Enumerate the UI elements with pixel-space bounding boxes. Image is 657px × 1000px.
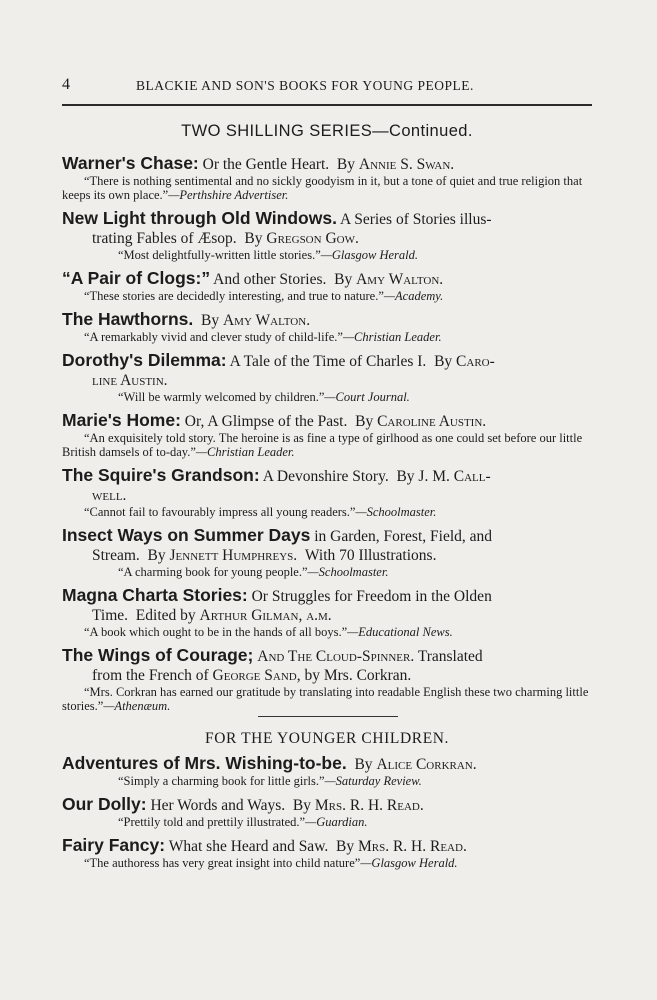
by-label: By — [355, 413, 374, 430]
review-source: —Athenæum. — [103, 699, 171, 713]
review-quote: “There is nothing sentimental and no sickly goodyism in it, but a tone of quiet and true religion that keeps its own place.” — [62, 174, 583, 202]
review — [62, 390, 590, 404]
entry-heading — [62, 526, 590, 546]
review-quote: “Will be warmly welcomed by children.” — [118, 390, 325, 404]
review-source: —Schoolmaster. — [307, 565, 389, 579]
by-label: By — [244, 230, 263, 247]
by-label: By — [336, 156, 356, 173]
book-subtitle: A Devonshire Story. — [262, 468, 389, 485]
author-continuation: well. — [92, 487, 127, 504]
book-subtitle: Or the Gentle Heart. — [202, 156, 330, 173]
book-title: Warner's Chase: — [62, 153, 199, 173]
book-subtitle-second-title: And The Cloud-Spinner. — [257, 648, 415, 665]
book-author: Caroline Austin. — [377, 413, 487, 430]
review-source: —Christian Leader. — [195, 445, 295, 459]
book-entry — [62, 646, 590, 713]
review-quote: “Most delightfully-written little stories.” — [118, 248, 321, 262]
running-title: BLACKIE AND SON'S BOOKS FOR YOUNG PEOPLE. — [136, 78, 474, 93]
entry-heading — [62, 586, 590, 606]
by-label: By — [336, 838, 355, 855]
book-entry — [62, 836, 590, 870]
entry-continuation — [62, 371, 590, 390]
entry-continuation — [62, 229, 590, 248]
review-source: —Court Journal. — [324, 390, 410, 404]
review — [62, 289, 590, 303]
entry-heading — [62, 209, 590, 229]
book-entry — [62, 351, 590, 404]
review — [62, 856, 590, 870]
book-author: Mrs. R. H. Read. — [314, 797, 424, 814]
book-title: “A Pair of Clogs:” — [62, 268, 211, 288]
review — [62, 815, 590, 829]
review-source: —Christian Leader. — [342, 330, 442, 344]
subtitle-continuation: Time. — [92, 607, 129, 624]
translator-note: by Mrs. Corkran. — [304, 667, 412, 684]
book-entry — [62, 795, 590, 829]
entry-continuation — [62, 486, 590, 505]
book-title: The Hawthorns. — [62, 309, 194, 329]
book-author: Jennett Humphreys. — [169, 547, 298, 564]
book-title: The Squire's Grandson: — [62, 465, 260, 485]
book-author: Alice Corkran. — [376, 756, 477, 773]
entry-heading — [62, 351, 590, 371]
review-source: —Perthshire Advertiser. — [168, 188, 289, 202]
section-divider — [258, 716, 398, 717]
entry-heading — [62, 754, 590, 774]
book-title: Insect Ways on Summer Days — [62, 525, 311, 545]
book-author: Amy Walton. — [356, 271, 444, 288]
review-source: —Saturday Review. — [324, 774, 422, 788]
book-author: Mrs. R. H. Read. — [357, 838, 467, 855]
by-label: By — [434, 353, 453, 370]
book-title: Marie's Home: — [62, 410, 181, 430]
entry-heading — [62, 154, 590, 174]
review — [62, 685, 590, 713]
review-source: —Educational News. — [347, 625, 453, 639]
by-label: By — [396, 468, 415, 485]
book-author: Amy Walton. — [222, 312, 311, 329]
book-entry — [62, 526, 590, 579]
review — [62, 431, 590, 459]
entry-heading — [62, 411, 590, 431]
two-shilling-list — [62, 154, 590, 720]
entry-heading — [62, 795, 590, 815]
book-subtitle: Translated — [417, 648, 483, 665]
subtitle-continuation: from the French of — [92, 667, 209, 684]
book-subtitle: And other Stories. — [213, 271, 327, 288]
book-title: Adventures of Mrs. Wishing-to-be. — [62, 753, 347, 773]
younger-section-title: FOR THE YOUNGER CHILDREN. — [204, 730, 450, 747]
entry-heading — [62, 269, 590, 289]
younger-list — [62, 754, 590, 877]
by-label: By — [292, 797, 311, 814]
book-entry — [62, 154, 590, 202]
book-subtitle: Or, A Glimpse of the Past. — [184, 413, 348, 430]
review-source: —Glasgow Herald. — [320, 248, 418, 262]
review-quote: “A charming book for young people.” — [118, 565, 308, 579]
book-subtitle: Her Words and Ways. — [150, 797, 286, 814]
book-title: Our Dolly: — [62, 794, 147, 814]
entry-continuation — [62, 606, 590, 625]
entry-heading — [62, 466, 590, 486]
book-author: J. M. Call- — [418, 468, 491, 485]
book-author: Annie S. Swan. — [358, 156, 455, 173]
book-author: Gregson Gow. — [266, 230, 359, 247]
by-label: By — [201, 312, 220, 329]
review-source: —Glasgow Herald. — [360, 856, 458, 870]
subtitle-continuation: trating Fables of Æsop. — [92, 230, 237, 247]
book-title: Magna Charta Stories: — [62, 585, 248, 605]
book-author: Arthur Gilman, a.m. — [199, 607, 332, 624]
book-entry — [62, 269, 590, 303]
entry-heading — [62, 310, 590, 330]
review-quote: “These stories are decidedly interesting, and true to nature.” — [84, 289, 384, 303]
review — [62, 565, 590, 579]
review — [62, 174, 590, 202]
review-quote: “Prettily told and prettily illustrated.” — [118, 815, 306, 829]
review-quote: “Cannot fail to favourably impress all young readers.” — [84, 505, 356, 519]
page-number: 4 — [62, 76, 71, 93]
book-title: Dorothy's Dilemma: — [62, 350, 227, 370]
review — [62, 505, 590, 519]
book-subtitle: What she Heard and Saw. — [168, 838, 329, 855]
book-title: The Wings of Courage; — [62, 645, 254, 665]
book-entry — [62, 411, 590, 459]
entry-heading — [62, 646, 590, 666]
review-quote: “A remarkably vivid and clever study of child-life.” — [84, 330, 343, 344]
review-source: —Academy. — [383, 289, 444, 303]
illustrations-note: With 70 Illustrations. — [304, 547, 437, 564]
review-quote: “The authoress has very great insight into child nature” — [84, 856, 361, 870]
book-entry — [62, 754, 590, 788]
review-quote: “Mrs. Corkran has earned our gratitude by translating into readable English these two charming little stories.” — [62, 685, 589, 713]
author-continuation: line Austin. — [92, 372, 168, 389]
by-label: By — [334, 271, 353, 288]
review — [62, 330, 590, 344]
review-source: —Guardian. — [305, 815, 368, 829]
entry-continuation — [62, 546, 590, 565]
subtitle-continuation: Stream. — [92, 547, 140, 564]
book-entry — [62, 310, 590, 344]
book-entry — [62, 466, 590, 519]
book-title: New Light through Old Windows. — [62, 208, 337, 228]
entry-continuation — [62, 666, 590, 685]
book-author: Caro- — [456, 353, 495, 370]
book-subtitle: A Series of Stories illus- — [339, 211, 492, 228]
by-label: By — [354, 756, 373, 773]
review-quote: “Simply a charming book for little girls.” — [118, 774, 325, 788]
entry-heading — [62, 836, 590, 856]
by-label: By — [147, 547, 166, 564]
section-title: TWO SHILLING SERIES—Continued. — [181, 122, 473, 140]
header-rule — [62, 104, 592, 106]
review — [62, 774, 590, 788]
review-source: —Schoolmaster. — [355, 505, 437, 519]
book-title: Fairy Fancy: — [62, 835, 166, 855]
book-subtitle: in Garden, Forest, Field, and — [314, 528, 493, 545]
review-quote: “An exquisitely told story. The heroine is as fine a type of girlhood as one could set before our little British damsels of to-day.” — [62, 431, 583, 459]
review-quote: “A book which ought to be in the hands of all boys.” — [84, 625, 348, 639]
book-subtitle: A Tale of the Time of Charles I. — [229, 353, 427, 370]
book-entry — [62, 209, 590, 262]
book-subtitle: Or Struggles for Freedom in the Olden — [251, 588, 492, 605]
book-author: George Sand, — [212, 667, 301, 684]
by-label: Edited by — [135, 607, 196, 624]
review — [62, 625, 590, 639]
review — [62, 248, 590, 262]
book-entry — [62, 586, 590, 639]
